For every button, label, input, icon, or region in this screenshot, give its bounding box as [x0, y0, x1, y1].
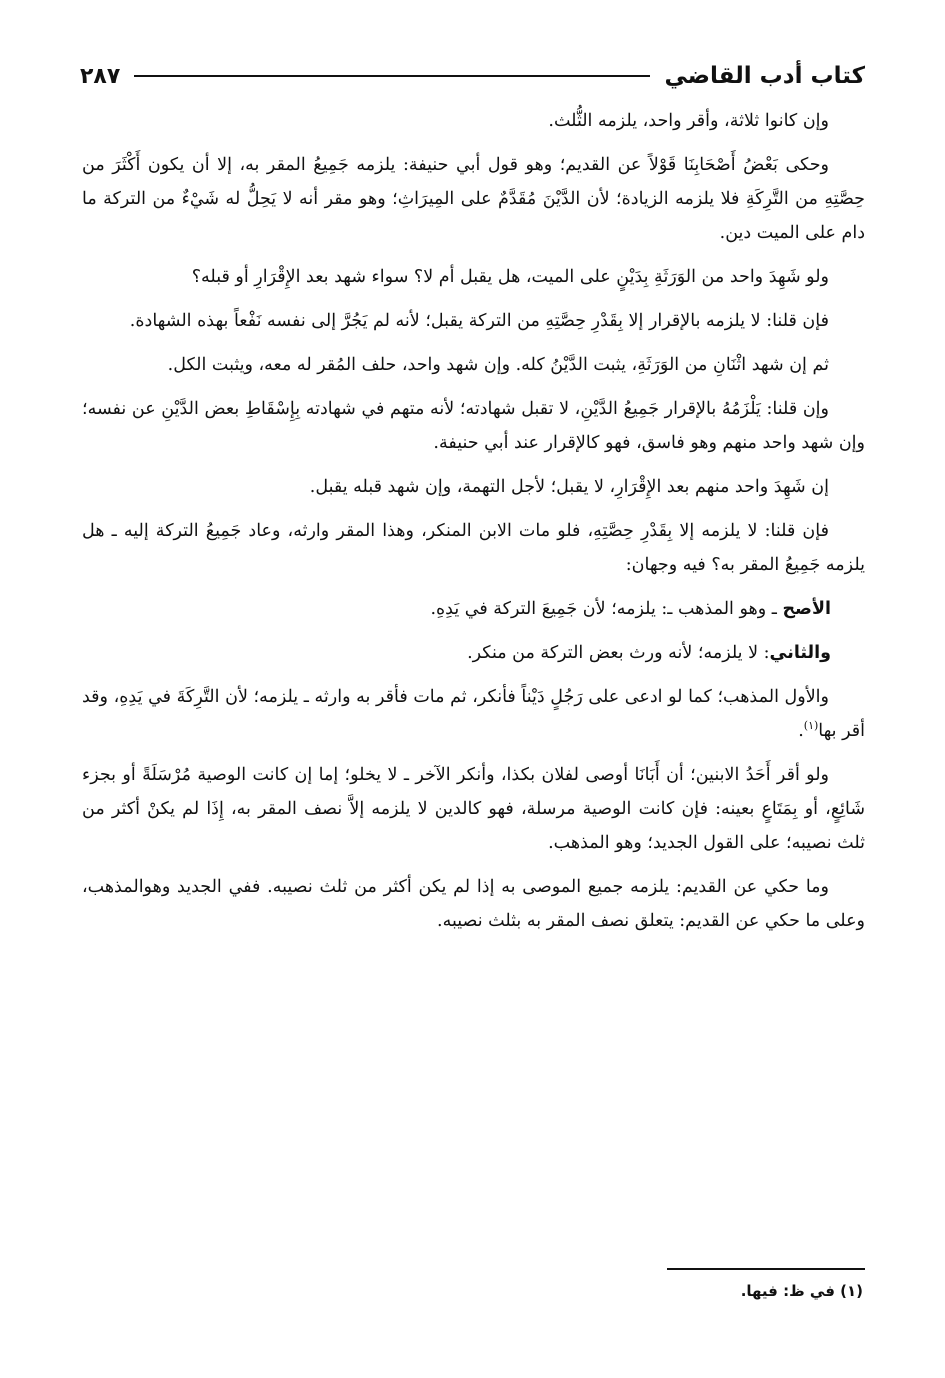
- paragraph-opinion-first: [82, 592, 865, 626]
- paragraph-text: : لا يلزمه؛ لأنه ورث بعض التركة من منكر.: [467, 643, 770, 663]
- paragraph: [82, 304, 865, 338]
- paragraph-text: فإن قلنا: لا يلزمه إلا بِقَدْرِ حِصَّتِهِ، فلو مات الابن المنكر، وهذا المقر وارثه، وعاد جَمِيعُ التركة إليه ـ هل يلزمه جَمِيعُ المقر به؟ فيه وجهان:: [82, 521, 865, 575]
- paragraph-text: وما حكي عن القديم: يلزمه جميع الموصى به إذا لم يكن أكثر من ثلث نصيبه. ففي الجديد وهوالمذهب، وعلى ما حكي عن القديم: يتعلق نصف المقر به بثلث نصيبه.: [82, 877, 865, 931]
- paragraph-lead: الأصح: [782, 599, 831, 619]
- page-header: [80, 56, 865, 96]
- paragraph: [82, 260, 865, 294]
- running-title: كتاب أدب القاضي: [664, 63, 865, 89]
- paragraph: [82, 392, 865, 460]
- paragraph: [82, 348, 865, 382]
- paragraph: [82, 870, 865, 938]
- paragraph-text: وإن كانوا ثلاثة، وأقر واحد، يلزمه الثُّلث.: [548, 111, 829, 131]
- paragraph-text: ولو شَهِدَ واحد من الوَرَثَةِ بِدَيْنٍ على الميت، هل يقبل أم لا؟ سواء شهد بعد الإِقْرَارِ أو قبله؟: [191, 267, 829, 287]
- paragraph-opinion-second: [82, 636, 865, 670]
- page-number: ٢٨٧: [80, 63, 121, 89]
- paragraph-text: إن شَهِدَ واحد منهم بعد الإِقْرَارِ، لا يقبل؛ لأجل التهمة، وإن شهد قبله يقبل.: [309, 477, 829, 497]
- footnote: (١) في ظ: فيها.: [740, 1282, 863, 1300]
- paragraph-text: وإن قلنا: يَلْزَمُهُ بالإقرار جَمِيعُ الدَّيْنِ، لا تقبل شهادته؛ لأنه متهم في شهادته بِإِسْقَاطِ بعض الدَّيْنِ عن نفسه؛ وإن شهد واحد منهم وهو فاسق، فهو كالإقرار عند أبي حنيفة.: [82, 399, 865, 453]
- footnote-marker[interactable]: (١): [803, 719, 819, 733]
- paragraph-text: ولو أقر أَحَدُ الابنين؛ أن أَبَانَا أوصى لفلان بكذا، وأنكر الآخر ـ لا يخلو؛ إما إن كانت الوصية مُرْسَلَةً أو بجزء شَائِعٍ، أو بِمَتَاعٍ بعينه: فإن كانت الوصية مرسلة، فهو كالدين لا يلزمه إلاَّ نصف المقر به، إِذَا لم يكنْ أكثر من ثلث نصيبه؛ على القول الجديد؛ وهو المذهب.: [82, 765, 865, 853]
- paragraph: [82, 148, 865, 250]
- paragraph: [82, 758, 865, 860]
- paragraph-text: وحكى بَعْضُ أَصْحَابِنَا قَوْلاً عن القديم؛ وهو قول أبي حنيفة: يلزمه جَمِيعُ المقر به، إلا أن يكون أَكْثَرَ من حِصَّتِهِ من التَّرِكَةِ فلا يلزمه الزيادة؛ لأن الدَّيْنَ مُقَدَّمٌ على المِيرَاثِ؛ وهو مقر أنه لا يَحِلُّ له شَيْءٌ من التركة ما دام على الميت دين.: [82, 155, 865, 243]
- paragraph: [82, 470, 865, 504]
- body-text: [82, 104, 865, 948]
- paragraph-text: ـ وهو المذهب ـ: يلزمه؛ لأن جَمِيعَ التركة في يَدِهِ.: [430, 599, 783, 619]
- paragraph-text: والأول المذهب؛ كما لو ادعى على رَجُلٍ دَيْناً فأنكر، ثم مات فأقر به وارثه ـ يلزمه؛ لأن التَّرِكَةَ في يَدِهِ، وقد أقر بها: [82, 687, 865, 741]
- paragraph: والأول المذهب؛ كما لو ادعى على رَجُلٍ دَيْناً فأنكر، ثم مات فأقر به وارثه ـ يلزمه؛ لأن التَّرِكَةَ في يَدِهِ، وقد أقر بها$^{(١)}$.: [82, 687, 865, 741]
- paragraph: [82, 514, 865, 582]
- paragraph-lead: والثاني: [769, 643, 831, 663]
- paragraph-text: فإن قلنا: لا يلزمه بالإقرار إلا بِقَدْرِ حِصَّتِهِ من التركة يقبل؛ لأنه لم يَجُرَّ إلى نفسه نَفْعاً بهذه الشهادة.: [129, 311, 829, 331]
- paragraph-text: ثم إن شهد اثْنَانِ من الوَرَثَةِ، يثبت الدَّيْنُ كله. وإن شهد واحد، حلف المُقر له معه، ويثبت الكل.: [167, 355, 829, 375]
- header-rule: [134, 75, 650, 77]
- footnote-rule: [667, 1268, 865, 1270]
- paragraph: [82, 104, 865, 138]
